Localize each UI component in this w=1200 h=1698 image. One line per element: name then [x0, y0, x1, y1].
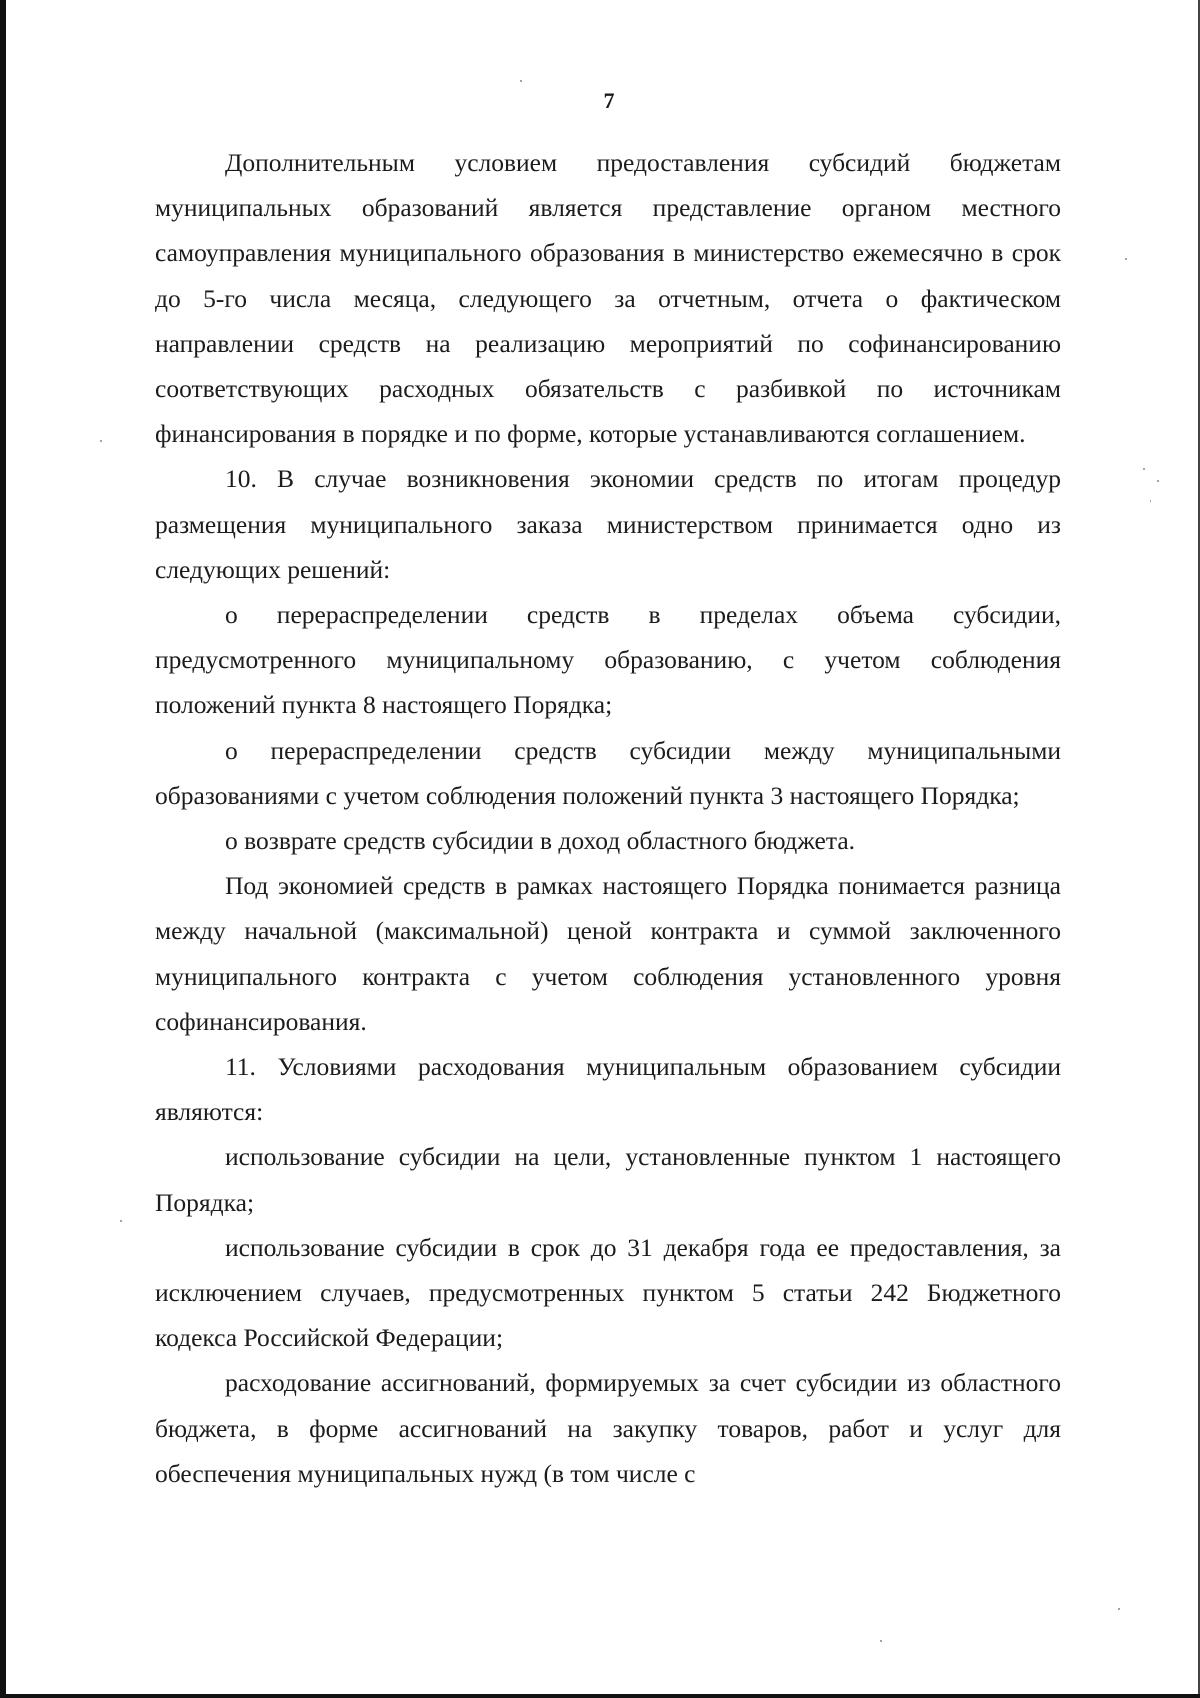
paragraph-use-deadline: использование субсидии в срок до 31 декабря года ее предоставления, за исключением случаев, предусмотренных пунктом 5 статьи 242 Бюджетного кодекса Российской Федерации; [155, 1232, 1061, 1353]
paragraph-redistribution-between-municipalities: о перераспределении средств субсидии между муниципальными образованиями с учетом соблюдения положений пункта 3 настоящего Порядка; [155, 735, 1061, 810]
scan-border-left [0, 0, 6, 1698]
scan-speck [1125, 258, 1127, 260]
paragraph-spending-allocations: расходование ассигнований, формируемых за счет субсидии из областного бюджета, в форме ассигнований на закупку товаров, работ и услуг для обеспечения муниципальных нужд (в том числе с [155, 1368, 1061, 1488]
scan-speck [1143, 468, 1145, 470]
paragraph-item-11: 11. Условиями расходования муниципальным образованием субсидии являются: [155, 1052, 1061, 1127]
scan-speck [1157, 480, 1159, 482]
scan-border-bottom [0, 1694, 1200, 1698]
scan-speck [120, 1220, 122, 1222]
paragraph-additional-condition: Дополнительным условием предоставления субсидий бюджетам муниципальных образований является представление органом местного самоуправления муниципального образования в министерство ежемесячно в срок до 5-го числа месяца, следующего за отчетным, отчета о фактическом направлении средств на реализацию мероприятий по софинансированию соответствующих расходных обязательств с разбивкой по источникам финансирования в порядке и по форме, которые устанавливаются соглашением. [155, 148, 1061, 449]
scan-speck [100, 440, 102, 442]
scan-speck [880, 1640, 882, 1642]
document-body [155, 140, 1061, 1496]
paragraph-item-10: 10. В случае возникновения экономии средств по итогам процедур размещения муниципального заказа министерством принимается одно из следующих решений: [155, 464, 1061, 584]
paragraph-redistribution-within-volume: о перераспределении средств в пределах объема субсидии, предусмотренного муниципальному образованию, с учетом соблюдения положений пункта 8 настоящего Порядка; [155, 600, 1061, 720]
paragraph-savings-definition: Под экономией средств в рамках настоящего Порядка понимается разница между начальной (максимальной) ценой контракта и суммой заключенного муниципального контракта с учетом соблюдения установленного уровня софинансирования. [155, 871, 1061, 1036]
paragraph-return-funds: о возврате средств субсидии в доход областного бюджета. [225, 826, 856, 856]
scan-speck [1150, 500, 1151, 502]
paragraph-use-for-purposes: использование субсидии на цели, установленные пунктом 1 настоящего Порядка; [155, 1142, 1061, 1217]
page-number: 7 [603, 88, 615, 113]
scan-speck [1118, 1608, 1120, 1610]
scan-speck [520, 80, 522, 82]
